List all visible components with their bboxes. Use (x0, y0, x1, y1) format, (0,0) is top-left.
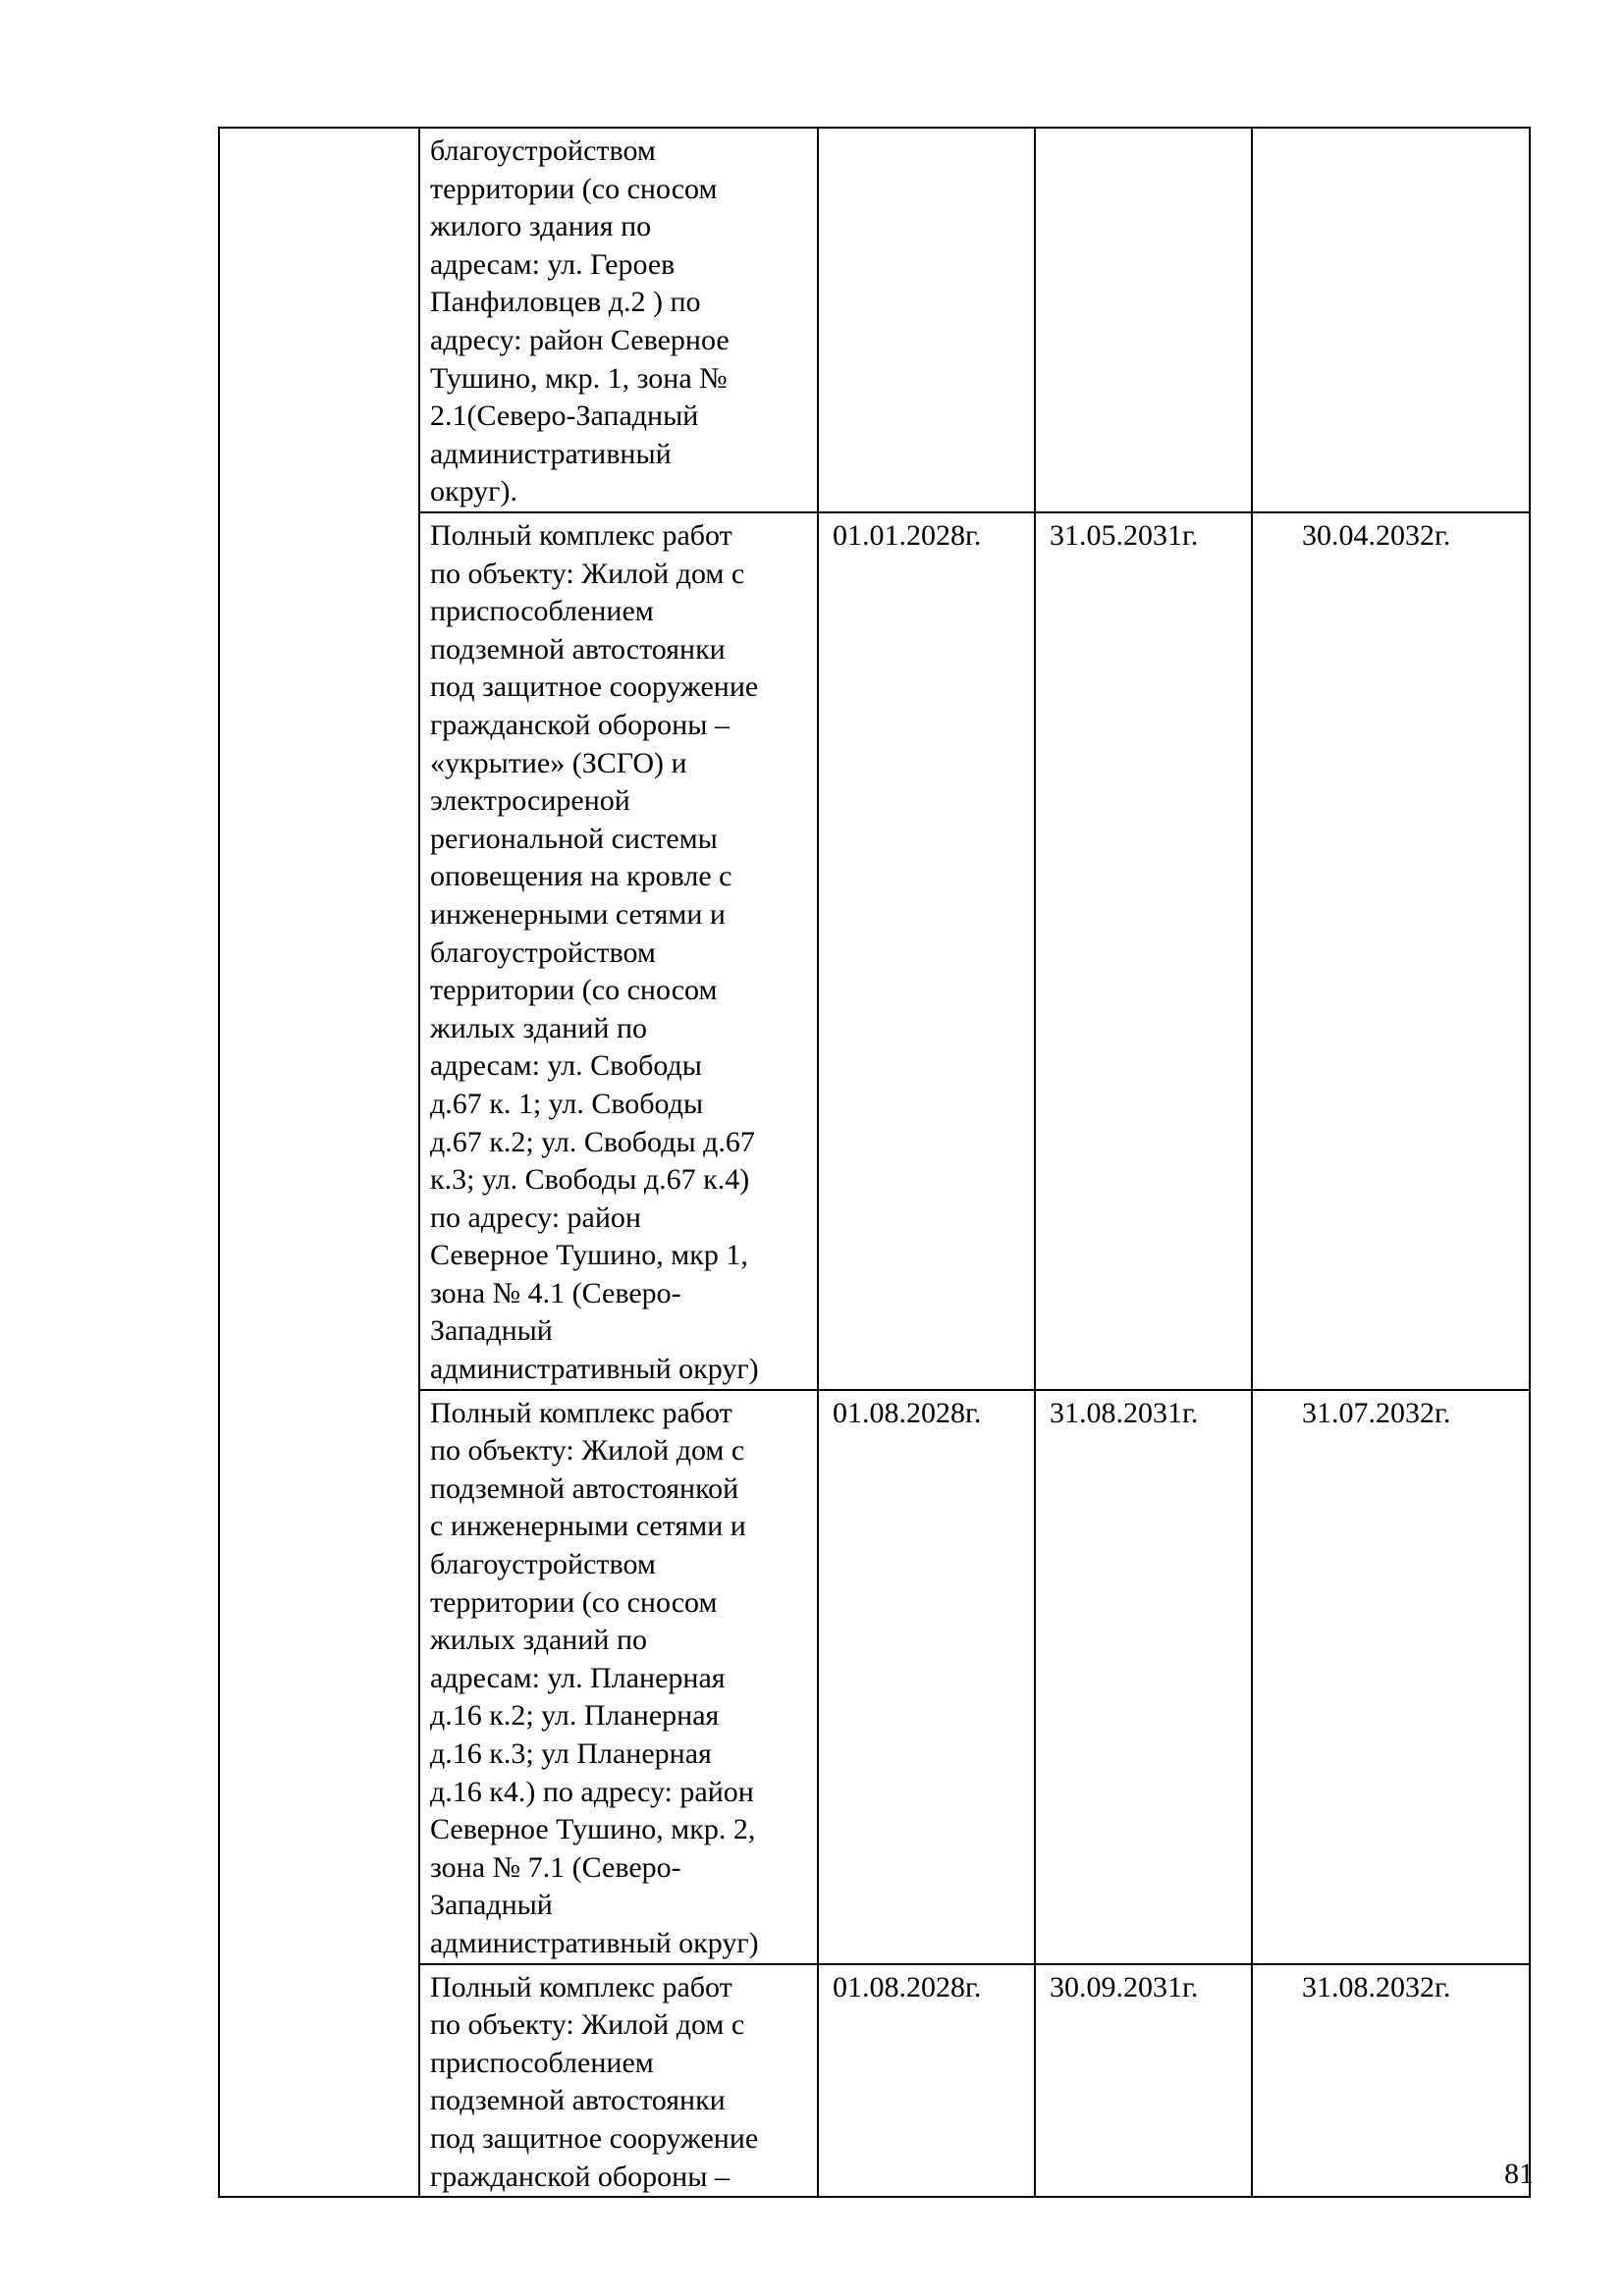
description-line: благоустройством (430, 134, 656, 167)
description-line: инженерными сетями и (430, 897, 726, 931)
description-line: д.67 к.2; ул. Свободы д.67 (430, 1125, 755, 1158)
description-line: д.16 к.2; ул. Планерная (430, 1699, 720, 1733)
description-line: приспособлением (430, 595, 654, 628)
description-line: жилых зданий по (430, 1011, 648, 1044)
description-line: административный округ) (430, 1926, 759, 1959)
description-line: подземной автостоянки (430, 632, 726, 666)
description-line: территории (со сносом (430, 1585, 718, 1619)
description-line: территории (со сносом (430, 172, 718, 205)
description-line: округ). (430, 475, 517, 508)
description-line: Полный комплекс работ (430, 1970, 732, 2003)
description-line: Тушино, мкр. 1, зона № (430, 361, 728, 395)
description-line: адресам: ул. Свободы (430, 1049, 702, 1083)
start-date-cell: 01.01.2028г. (818, 512, 1035, 1390)
description-line: приспособлением (430, 2046, 654, 2079)
description-line: по объекту: Жилой дом с (430, 2008, 745, 2042)
description-line: Северное Тушино, мкр. 2, (430, 1813, 756, 1846)
description-line: подземной автостоянкой (430, 1471, 739, 1505)
description-line: жилых зданий по (430, 1624, 648, 1657)
description-line: «укрытие» (ЗСГО) и (430, 746, 687, 779)
description-line: Полный комплекс работ (430, 1396, 732, 1429)
description-line: благоустройством (430, 935, 656, 969)
schedule-table-body (219, 128, 1530, 2197)
end-date-cell: 31.05.2031г. (1035, 512, 1252, 1390)
description-line: д.67 к. 1; ул. Свободы (430, 1087, 704, 1120)
description-cell (419, 128, 818, 512)
start-date-cell (818, 128, 1035, 512)
end-date-cell: 31.08.2031г. (1035, 1390, 1252, 1964)
page-number: 81 (1504, 2158, 1534, 2190)
description-line: гражданской обороны – (430, 708, 730, 741)
start-date-cell: 01.08.2028г. (818, 1390, 1035, 1964)
description-line: административный (430, 437, 672, 470)
description-line: адресам: ул. Героев (430, 247, 676, 281)
description-line: по объекту: Жилой дом с (430, 557, 745, 590)
description-line: электросиреной (430, 784, 630, 818)
description-line: под защитное сооружение (430, 670, 759, 704)
description-line: под защитное сооружение (430, 2121, 759, 2155)
description-line: Западный (430, 1889, 553, 1922)
description-line: 2.1(Северо-Западный (430, 400, 699, 433)
description-cell (419, 1390, 818, 1964)
description-line: адресу: район Северное (430, 323, 730, 356)
first-column-cell-row (219, 128, 1530, 512)
description-line: административный округ) (430, 1353, 759, 1386)
description-line: зона № 7.1 (Северо- (430, 1850, 681, 1884)
description-line: подземной автостоянки (430, 2084, 726, 2117)
description-line: региональной системы (430, 822, 718, 855)
description-line: Панфиловцев д.2 ) по (430, 286, 701, 319)
description-line: с инженерными сетями и (430, 1510, 746, 1543)
description-line: Западный (430, 1314, 553, 1348)
description-line: Полный комплекс работ (430, 519, 732, 552)
deadline-date-cell: 31.08.2032г. (1252, 1964, 1530, 2198)
description-cell (419, 1964, 818, 2198)
schedule-table (218, 127, 1531, 2198)
description-line: гражданской обороны – (430, 2160, 730, 2193)
description-line: жилого здания по (430, 210, 652, 243)
deadline-date-cell: 30.04.2032г. (1252, 512, 1530, 1390)
description-line: территории (со сносом (430, 974, 718, 1007)
deadline-date-cell (1252, 128, 1530, 512)
start-date-cell: 01.08.2028г. (818, 1964, 1035, 2198)
description-line: зона № 4.1 (Северо- (430, 1276, 681, 1309)
description-line: Северное Тушино, мкр 1, (430, 1239, 748, 1272)
end-date-cell: 30.09.2031г. (1035, 1964, 1252, 2198)
description-line: благоустройством (430, 1548, 656, 1581)
description-line: по адресу: район (430, 1201, 641, 1234)
description-line: по объекту: Жилой дом с (430, 1434, 745, 1468)
description-line: д.16 к4.) по адресу: район (430, 1775, 754, 1808)
description-line: оповещения на кровле с (430, 860, 732, 893)
first-column-cell (219, 128, 419, 2197)
description-line: адресам: ул. Планерная (430, 1661, 726, 1694)
end-date-cell (1035, 128, 1252, 512)
deadline-date-cell: 31.07.2032г. (1252, 1390, 1530, 1964)
description-line: к.3; ул. Свободы д.67 к.4) (430, 1163, 750, 1197)
description-line: д.16 к.3; ул Планерная (430, 1737, 712, 1770)
description-cell (419, 512, 818, 1390)
